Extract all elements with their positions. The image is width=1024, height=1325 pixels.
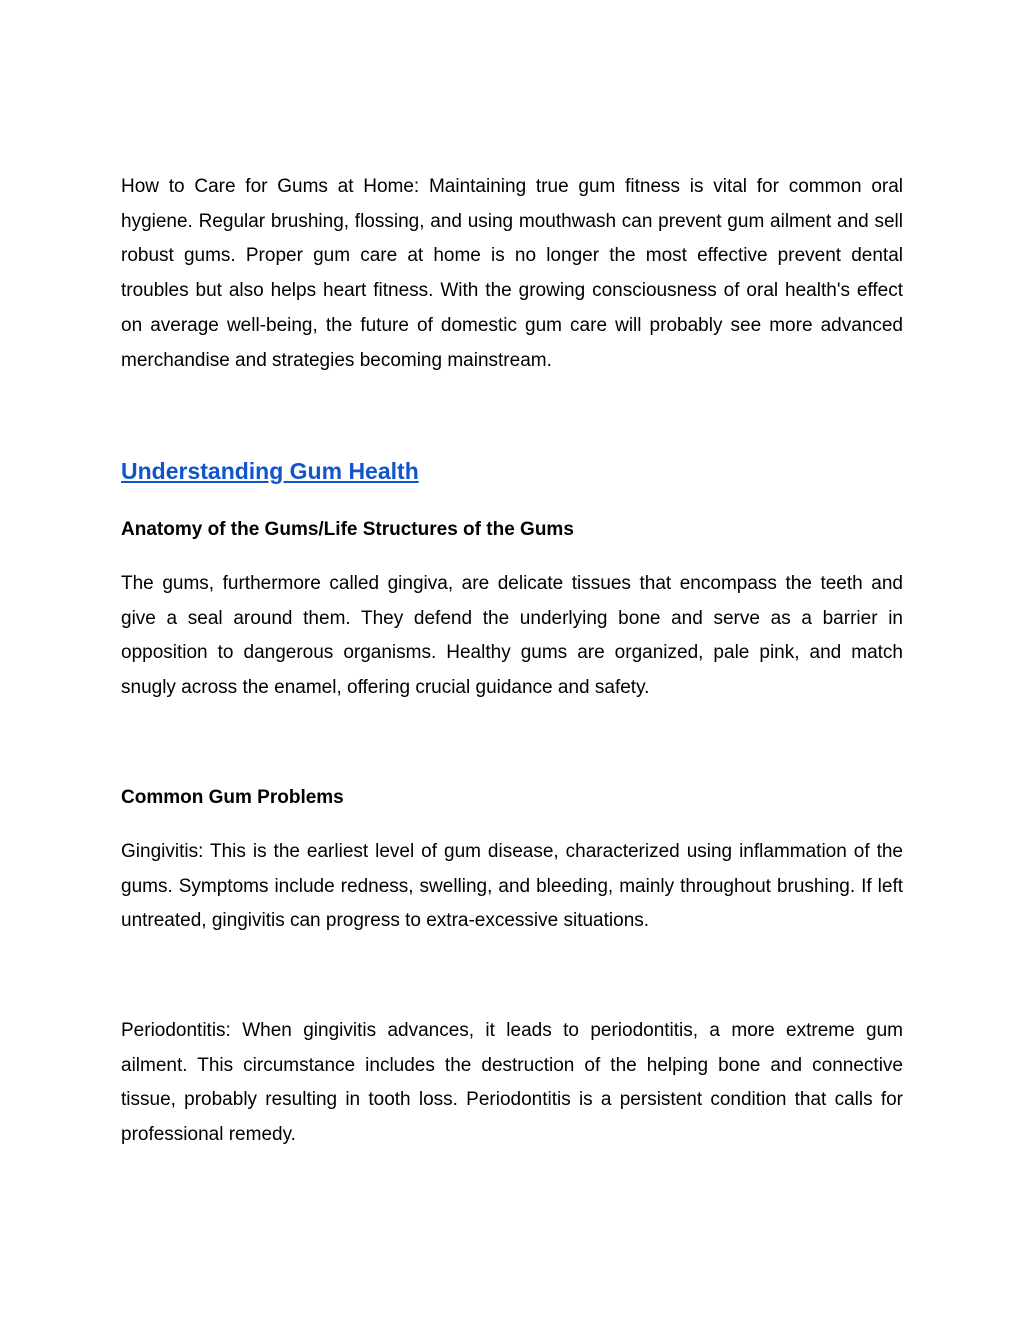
common-problems-heading: Common Gum Problems: [121, 787, 344, 808]
intro-paragraph: How to Care for Gums at Home: Maintaining true gum fitness is vital for common oral hygiene. Regular brushing, flossing, and using mouthwash can prevent gum ailment and sell robust gums. Proper gum care at home is no longer the most effective prevent dental troubles but also helps heart fitness. With the growing consciousness of oral health's effect on average well-being, the future of domestic gum care will probably see more advanced merchandise and strategies becoming mainstream.: [121, 176, 903, 371]
periodontitis-paragraph: Periodontitis: When gingivitis advances, it leads to periodontitis, a more extreme gum ailment. This circumstance includes the destruction of the helping bone and connective tissue, probably resulting in tooth loss. Periodontitis is a persistent condition that calls for professional remedy.: [121, 1020, 903, 1146]
anatomy-heading: Anatomy of the Gums/Life Structures of the Gums: [121, 519, 574, 540]
section-heading-link[interactable]: Understanding Gum Health: [121, 458, 419, 484]
gingivitis-paragraph: Gingivitis: This is the earliest level of gum disease, characterized using inflammation of the gums. Symptoms include redness, swelling, and bleeding, mainly throughout brushing. If left untreated, gingivitis can progress to extra-excessive situations.: [121, 841, 903, 932]
anatomy-paragraph: The gums, furthermore called gingiva, are delicate tissues that encompass the teeth and give a seal around them. They defend the underlying bone and serve as a barrier in opposition to dangerous organisms. Healthy gums are organized, pale pink, and match snugly across the enamel, offering crucial guidance and safety.: [121, 573, 903, 699]
